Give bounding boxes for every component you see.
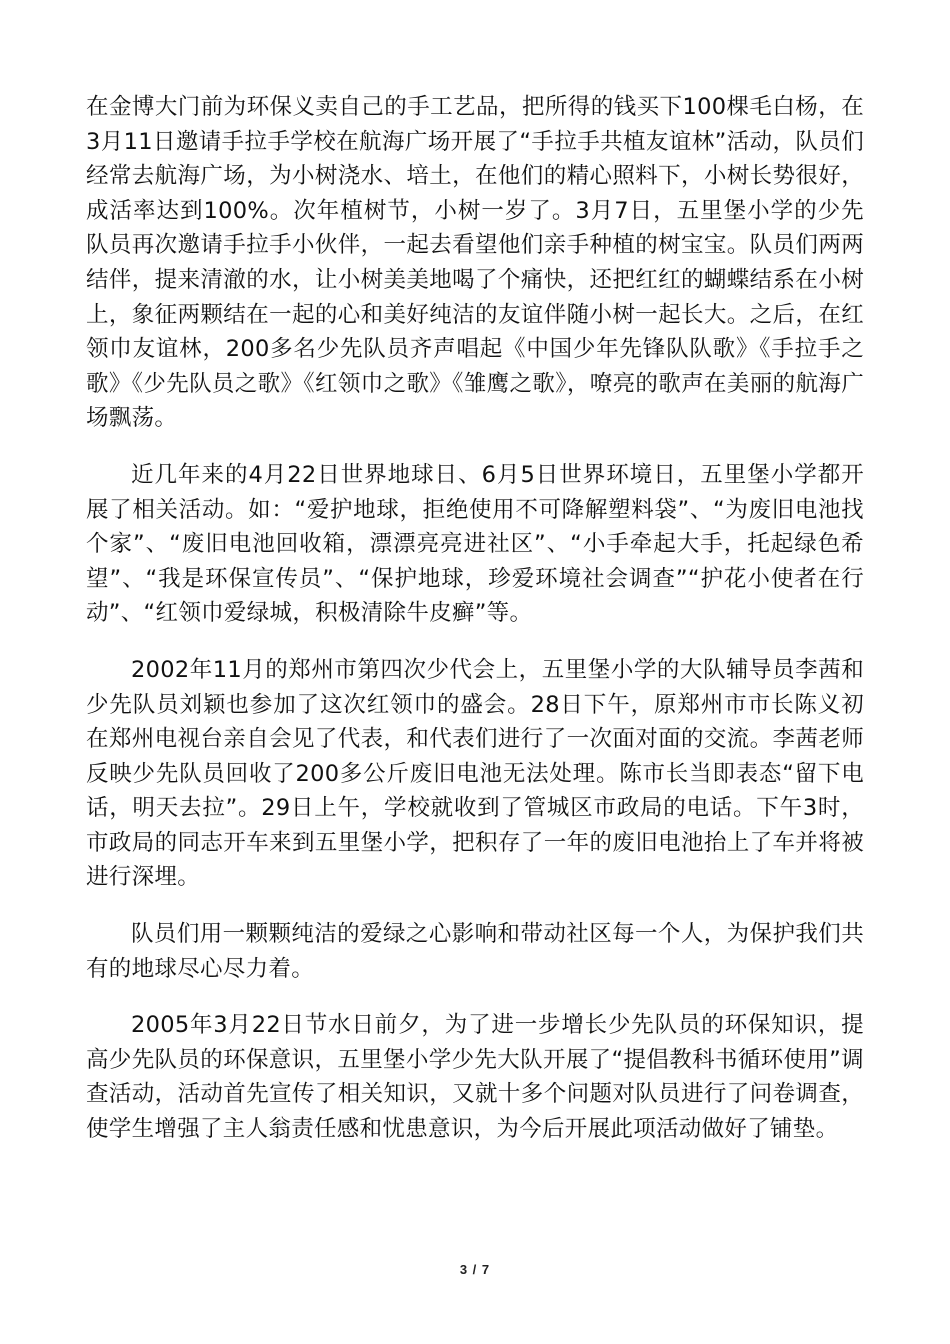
page-number: 3 / 7: [459, 1262, 491, 1277]
paragraph-continued: 在金博大门前为环保义卖自己的手工艺品，把所得的钱买下100棵毛白杨，在3月11日邀请手拉手学校在航海广场开展了“手拉手共植友谊林”活动，队员们经常去航海广场，为小树浇水、培土，在他们的精心照料下，小树长势很好，成活率达到100%。次年植树节，小树一岁了。3月7日，五里堡小学的少先队员再次邀请手拉手小伙伴，一起去看望他们亲手种植的树宝宝。队员们两两结伴，提来清澈的水，让小树美美地喝了个痛快，还把红红的蝴蝶结系在小树上，象征两颗结在一起的心和美好纯洁的友谊伴随小树一起长大。之后，在红领巾友谊林，200多名少先队员齐声唱起《中国少年先锋队队歌》《手拉手之歌》《少先队员之歌》《红领巾之歌》《雏鹰之歌》，嘹亮的歌声在美丽的航海广场飘荡。: [86, 94, 864, 432]
paragraph-community: 队员们用一颗颗纯洁的爱绿之心影响和带动社区每一个人，为保护我们共有的地球尽心尽力着。: [86, 921, 864, 982]
paragraph-earth-day: 近几年来的4月22日世界地球日、6月5日世界环境日，五里堡小学都开展了相关活动。如：“爱护地球，拒绝使用不可降解塑料袋”、“为废旧电池找个家”、“废旧电池回收箱，漂漂亮亮进社区”、“小手牵起大手，托起绿色希望”、“我是环保宣传员”、“保护地球，珍爱环境社会调查”“护花小使者在行动”、“红领巾爱绿城，积极清除牛皮癣”等。: [86, 461, 864, 627]
paragraph-water-day-2005: 2005年3月22日节水日前夕，为了进一步增长少先队员的环保知识，提高少先队员的环保意识，五里堡小学少先大队开展了“提倡教科书循环使用”调查活动，活动首先宣传了相关知识，又就十多个问题对队员进行了问卷调查，使学生增强了主人翁责任感和忧患意识，为今后开展此项活动做好了铺垫。: [86, 1012, 864, 1143]
paragraph-congress-2002: 2002年11月的郑州市第四次少代会上，五里堡小学的大队辅导员李茜和少先队员刘颖也参加了这次红领巾的盛会。28日下午，原郑州市市长陈义初在郑州电视台亲自会见了代表，和代表们进行了一次面对面的交流。李茜老师反映少先队员回收了200多公斤废旧电池无法处理。陈市长当即表态“留下电话，明天去拉”。29日上午，学校就收到了管城区市政局的电话。下午3时，市政局的同志开车来到五里堡小学，把积存了一年的废旧电池抬上了车并将被进行深埋。: [86, 656, 864, 891]
document-body: [86, 90, 864, 1169]
